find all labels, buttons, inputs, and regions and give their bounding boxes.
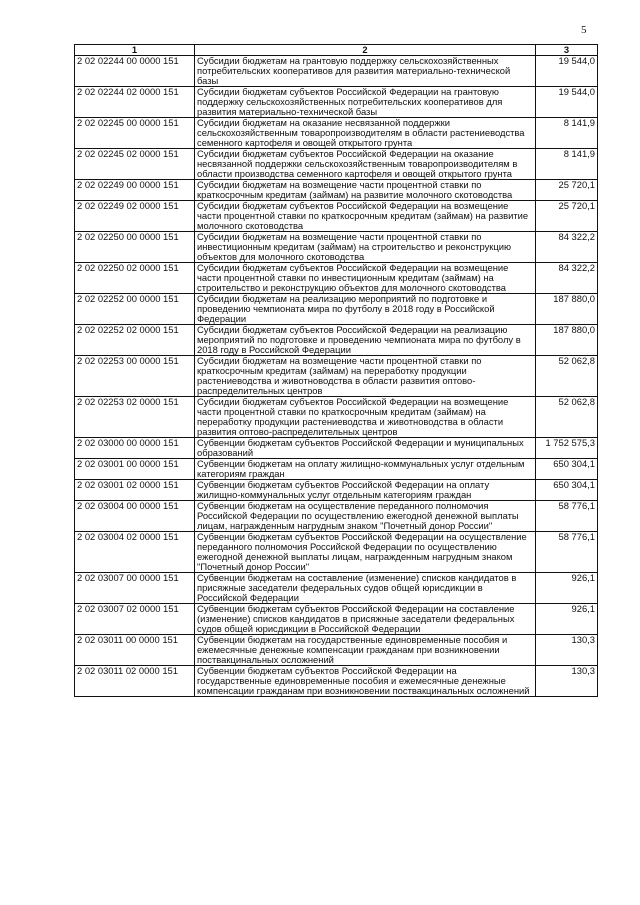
- code-cell: 2 02 03011 00 0000 151: [75, 635, 195, 666]
- code-cell: 2 02 02249 00 0000 151: [75, 180, 195, 201]
- name-cell: Субвенции бюджетам субъектов Российской Федерации на составление (изменение) списков кандидатов в присяжные заседатели федеральных судов общей юрисдикции в Российской Федерации: [195, 604, 536, 635]
- code-cell: 2 02 03004 02 0000 151: [75, 532, 195, 573]
- code-cell: 2 02 02250 00 0000 151: [75, 232, 195, 263]
- name-cell: Субсидии бюджетам на возмещение части процентной ставки по краткосрочным кредитам (займам) на переработку продукции растениеводства и животноводства в области развития оптово-распределительных центров: [195, 356, 536, 397]
- name-cell: Субвенции бюджетам субъектов Российской Федерации на осуществление переданного полномочия Российской Федерации по осуществлению ежегодной денежной выплаты лицам, награжденным нагрудным знаком "Почетный донор России": [195, 532, 536, 573]
- table-row: [75, 180, 598, 201]
- amount-cell: 187 880,0: [536, 294, 598, 325]
- amount-cell: 58 776,1: [536, 532, 598, 573]
- amount-cell: 1 752 575,3: [536, 438, 598, 459]
- table-row: [75, 263, 598, 294]
- name-cell: Субсидии бюджетам на возмещение части процентной ставки по инвестиционным кредитам (займам) на строительство и реконструкцию объектов для молочного скотоводства: [195, 232, 536, 263]
- name-cell: Субсидии бюджетам субъектов Российской Федерации на грантовую поддержку сельскохозяйственных потребительских кооперативов для развития материально-технической базы: [195, 87, 536, 118]
- name-cell: Субвенции бюджетам на оплату жилищно-коммунальных услуг отдельным категориям граждан: [195, 459, 536, 480]
- name-cell: Субвенции бюджетам на осуществление переданного полномочия Российской Федерации по осуществлению ежегодной денежной выплаты лицам, награжденным нагрудным знаком "Почетный донор России": [195, 501, 536, 532]
- name-cell: Субсидии бюджетам субъектов Российской Федерации на возмещение части процентной ставки по краткосрочным кредитам (займам) на развитие молочного скотоводства: [195, 201, 536, 232]
- code-cell: 2 02 03000 00 0000 151: [75, 438, 195, 459]
- table-row: [75, 294, 598, 325]
- amount-cell: 8 141,9: [536, 118, 598, 149]
- amount-cell: 8 141,9: [536, 149, 598, 180]
- table-row: [75, 232, 598, 263]
- name-cell: Субсидии бюджетам на возмещение части процентной ставки по краткосрочным кредитам (займам) на развитие молочного скотоводства: [195, 180, 536, 201]
- code-cell: 2 02 02252 00 0000 151: [75, 294, 195, 325]
- code-cell: 2 02 02245 00 0000 151: [75, 118, 195, 149]
- table-row: [75, 438, 598, 459]
- name-cell: Субвенции бюджетам на составление (изменение) списков кандидатов в присяжные заседатели федеральных судов общей юрисдикции в Российской Федерации: [195, 573, 536, 604]
- name-cell: Субсидии бюджетам субъектов Российской Федерации на возмещение части процентной ставки по инвестиционным кредитам (займам) на строительство и реконструкцию объектов для молочного скотоводства: [195, 263, 536, 294]
- code-cell: 2 02 03007 02 0000 151: [75, 604, 195, 635]
- table-row: [75, 356, 598, 397]
- table-row: [75, 501, 598, 532]
- table-row: [75, 397, 598, 438]
- amount-cell: 52 062,8: [536, 356, 598, 397]
- code-cell: 2 02 02253 00 0000 151: [75, 356, 195, 397]
- table-row: [75, 480, 598, 501]
- code-cell: 2 02 03001 00 0000 151: [75, 459, 195, 480]
- table-row: [75, 118, 598, 149]
- amount-cell: 84 322,2: [536, 232, 598, 263]
- name-cell: Субвенции бюджетам субъектов Российской Федерации и муниципальных образований: [195, 438, 536, 459]
- code-cell: 2 02 03011 02 0000 151: [75, 666, 195, 697]
- column-header-amount: 3: [536, 45, 598, 56]
- amount-cell: 130,3: [536, 666, 598, 697]
- code-cell: 2 02 02252 02 0000 151: [75, 325, 195, 356]
- budget-table: [74, 44, 598, 697]
- table-row: [75, 325, 598, 356]
- name-cell: Субсидии бюджетам субъектов Российской Федерации на реализацию мероприятий по подготовке и проведению чемпионата мира по футболу в 2018 году в Российской Федерации: [195, 325, 536, 356]
- amount-cell: 926,1: [536, 573, 598, 604]
- table-row: [75, 87, 598, 118]
- name-cell: Субсидии бюджетам субъектов Российской Федерации на оказание несвязанной поддержки сельскохозяйственным товаропроизводителям в области производства семенного картофеля и овощей открытого грунта: [195, 149, 536, 180]
- table-header-row: [75, 45, 598, 56]
- amount-cell: 25 720,1: [536, 180, 598, 201]
- table-row: [75, 532, 598, 573]
- code-cell: 2 02 03001 02 0000 151: [75, 480, 195, 501]
- amount-cell: 130,3: [536, 635, 598, 666]
- amount-cell: 84 322,2: [536, 263, 598, 294]
- code-cell: 2 02 02244 02 0000 151: [75, 87, 195, 118]
- column-header-name: 2: [195, 45, 536, 56]
- table-row: [75, 149, 598, 180]
- amount-cell: 187 880,0: [536, 325, 598, 356]
- table-row: [75, 573, 598, 604]
- code-cell: 2 02 02245 02 0000 151: [75, 149, 195, 180]
- amount-cell: 926,1: [536, 604, 598, 635]
- amount-cell: 650 304,1: [536, 459, 598, 480]
- amount-cell: 19 544,0: [536, 87, 598, 118]
- table-row: [75, 56, 598, 87]
- amount-cell: 58 776,1: [536, 501, 598, 532]
- amount-cell: 52 062,8: [536, 397, 598, 438]
- amount-cell: 19 544,0: [536, 56, 598, 87]
- name-cell: Субсидии бюджетам на реализацию мероприятий по подготовке и проведению чемпионата мира по футболу в 2018 году в Российской Федерации: [195, 294, 536, 325]
- amount-cell: 650 304,1: [536, 480, 598, 501]
- name-cell: Субвенции бюджетам субъектов Российской Федерации на государственные единовременные пособия и ежемесячные денежные компенсации гражданам при возникновении поствакцинальных осложнений: [195, 666, 536, 697]
- table-row: [75, 635, 598, 666]
- table-row: [75, 666, 598, 697]
- name-cell: Субсидии бюджетам на грантовую поддержку сельскохозяйственных потребительских кооперативов для развития материально-технической базы: [195, 56, 536, 87]
- name-cell: Субвенции бюджетам субъектов Российской Федерации на оплату жилищно-коммунальных услуг отдельным категориям граждан: [195, 480, 536, 501]
- page-number: 5: [581, 24, 587, 36]
- amount-cell: 25 720,1: [536, 201, 598, 232]
- code-cell: 2 02 02244 00 0000 151: [75, 56, 195, 87]
- table-row: [75, 459, 598, 480]
- column-header-code: 1: [75, 45, 195, 56]
- code-cell: 2 02 03004 00 0000 151: [75, 501, 195, 532]
- code-cell: 2 02 02249 02 0000 151: [75, 201, 195, 232]
- name-cell: Субвенции бюджетам на государственные единовременные пособия и ежемесячные денежные компенсации гражданам при возникновении поствакцинальных осложнений: [195, 635, 536, 666]
- name-cell: Субсидии бюджетам субъектов Российской Федерации на возмещение части процентной ставки по краткосрочным кредитам (займам) на переработку продукции растениеводства и животноводства в области развития оптово-распределительных центров: [195, 397, 536, 438]
- code-cell: 2 02 03007 00 0000 151: [75, 573, 195, 604]
- table-row: [75, 201, 598, 232]
- table-row: [75, 604, 598, 635]
- name-cell: Субсидии бюджетам на оказание несвязанной поддержки сельскохозяйственным товаропроизводителям в области растениеводства семенного картофеля и овощей открытого грунта: [195, 118, 536, 149]
- code-cell: 2 02 02253 02 0000 151: [75, 397, 195, 438]
- code-cell: 2 02 02250 02 0000 151: [75, 263, 195, 294]
